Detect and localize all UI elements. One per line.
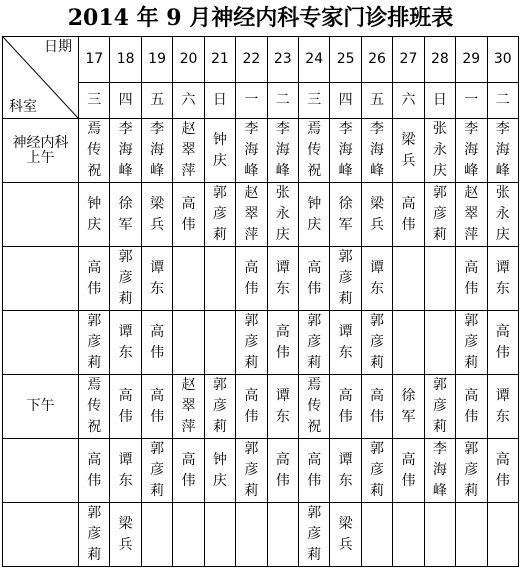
date-cell: 18 [110, 37, 141, 83]
doctor-name: 郭彦莉 [87, 505, 102, 563]
schedule-row [3, 439, 519, 503]
doctor-name: 李海峰 [370, 121, 385, 179]
doctor-name: 郭彦莉 [338, 249, 353, 307]
doctor-name: 赵翠萍 [181, 377, 196, 435]
doctor-cell [236, 119, 267, 183]
date-cell: 29 [456, 37, 487, 83]
weekday-header-row [3, 83, 519, 119]
row-label [3, 375, 79, 439]
doctor-cell [79, 183, 110, 247]
doctor-name: 郭彦莉 [370, 313, 385, 371]
dept-label: 科室 [9, 99, 37, 116]
doctor-cell [79, 375, 110, 439]
doctor-cell [487, 119, 518, 183]
doctor-cell [487, 439, 518, 503]
doctor-name: 郭彦莉 [370, 441, 385, 499]
date-cell: 20 [173, 37, 204, 83]
doctor-cell [330, 439, 361, 503]
doctor-name: 张永庆 [432, 121, 447, 179]
section-dept-label: 神经内科 [12, 134, 69, 151]
row-label [3, 503, 79, 567]
row-label [3, 439, 79, 503]
doctor-name: 李海峰 [432, 441, 447, 499]
schedule-row [3, 119, 519, 183]
doctor-cell [173, 311, 204, 375]
doctor-cell [79, 503, 110, 567]
doctor-cell [267, 375, 298, 439]
schedule-row [3, 183, 519, 247]
doctor-cell [298, 503, 329, 567]
doctor-name: 高伟 [87, 259, 102, 297]
doctor-cell [110, 375, 141, 439]
doctor-cell [424, 247, 455, 311]
weekday-cell: 四 [110, 83, 141, 119]
doctor-name: 李海峰 [338, 121, 353, 179]
date-cell: 21 [204, 37, 235, 83]
doctor-name: 郭彦莉 [464, 313, 479, 371]
weekday-cell: 六 [173, 83, 204, 119]
doctor-name: 张永庆 [495, 185, 510, 243]
doctor-name: 高伟 [244, 387, 259, 425]
doctor-name: 梁兵 [338, 515, 353, 553]
doctor-cell [456, 503, 487, 567]
doctor-cell [204, 375, 235, 439]
doctor-cell [330, 311, 361, 375]
doctor-name: 高伟 [495, 451, 510, 489]
doctor-cell [424, 119, 455, 183]
doctor-cell [79, 247, 110, 311]
doctor-name: 张永庆 [275, 185, 290, 243]
doctor-name: 焉传祝 [307, 121, 322, 179]
doctor-name: 徐军 [401, 387, 416, 425]
doctor-cell [141, 503, 172, 567]
doctor-name: 郭彦莉 [432, 185, 447, 243]
doctor-name: 郭彦莉 [118, 249, 133, 307]
date-cell: 25 [330, 37, 361, 83]
weekday-cell: 三 [298, 83, 329, 119]
doctor-cell [141, 119, 172, 183]
doctor-name: 高伟 [150, 387, 165, 425]
doctor-name: 郭彦莉 [307, 313, 322, 371]
doctor-name: 梁兵 [401, 131, 416, 169]
doctor-cell [361, 247, 392, 311]
doctor-name: 钟庆 [87, 195, 102, 233]
doctor-cell [236, 375, 267, 439]
doctor-cell [204, 183, 235, 247]
doctor-cell [361, 119, 392, 183]
doctor-cell [361, 375, 392, 439]
date-cell: 30 [487, 37, 518, 83]
doctor-name: 钟庆 [212, 131, 227, 169]
doctor-cell [361, 439, 392, 503]
doctor-cell [141, 183, 172, 247]
doctor-name: 赵翠萍 [181, 121, 196, 179]
row-label [3, 119, 79, 183]
doctor-cell [267, 439, 298, 503]
doctor-name: 李海峰 [464, 121, 479, 179]
doctor-cell [173, 375, 204, 439]
doctor-cell [330, 247, 361, 311]
doctor-cell [236, 247, 267, 311]
doctor-cell [393, 503, 424, 567]
doctor-name: 高伟 [87, 451, 102, 489]
doctor-name: 谭东 [338, 451, 353, 489]
doctor-name: 高伟 [401, 451, 416, 489]
doctor-cell [267, 311, 298, 375]
doctor-name: 焉传祝 [87, 377, 102, 435]
doctor-cell [393, 119, 424, 183]
doctor-name: 高伟 [338, 387, 353, 425]
doctor-cell [236, 439, 267, 503]
schedule-row [3, 375, 519, 439]
doctor-name: 高伟 [150, 323, 165, 361]
date-cell: 19 [141, 37, 172, 83]
weekday-cell: 三 [79, 83, 110, 119]
doctor-cell [204, 119, 235, 183]
doctor-cell [141, 247, 172, 311]
doctor-cell [110, 183, 141, 247]
doctor-name: 高伟 [244, 259, 259, 297]
doctor-cell [456, 247, 487, 311]
doctor-name: 谭东 [118, 451, 133, 489]
date-cell: 22 [236, 37, 267, 83]
doctor-name: 郭彦莉 [307, 505, 322, 563]
doctor-name: 高伟 [181, 451, 196, 489]
weekday-cell: 二 [487, 83, 518, 119]
doctor-cell [110, 503, 141, 567]
doctor-name: 郭彦莉 [432, 377, 447, 435]
doctor-name: 焉传祝 [87, 121, 102, 179]
doctor-name: 谭东 [150, 259, 165, 297]
doctor-name: 高伟 [181, 195, 196, 233]
doctor-cell [236, 183, 267, 247]
weekday-cell: 五 [141, 83, 172, 119]
doctor-cell [298, 183, 329, 247]
doctor-cell [393, 439, 424, 503]
doctor-name: 钟庆 [307, 195, 322, 233]
row-label [3, 183, 79, 247]
doctor-cell [487, 503, 518, 567]
doctor-cell [487, 183, 518, 247]
section-period-label: 上午 [26, 149, 55, 166]
doctor-name: 郭彦莉 [464, 441, 479, 499]
doctor-name: 谭东 [370, 259, 385, 297]
doctor-name: 梁兵 [118, 515, 133, 553]
doctor-cell [424, 183, 455, 247]
row-label [3, 247, 79, 311]
doctor-cell [173, 119, 204, 183]
doctor-name: 徐军 [338, 195, 353, 233]
doctor-name: 高伟 [275, 451, 290, 489]
doctor-name: 郭彦莉 [212, 185, 227, 243]
doctor-name: 赵翠萍 [244, 185, 259, 243]
date-cell: 26 [361, 37, 392, 83]
doctor-cell [361, 503, 392, 567]
doctor-cell [298, 247, 329, 311]
date-cell: 28 [424, 37, 455, 83]
doctor-name: 谭东 [275, 259, 290, 297]
doctor-name: 高伟 [495, 323, 510, 361]
doctor-cell [456, 439, 487, 503]
doctor-name: 李海峰 [495, 121, 510, 179]
weekday-cell: 五 [361, 83, 392, 119]
doctor-cell [424, 375, 455, 439]
doctor-cell [330, 503, 361, 567]
date-label: 日期 [44, 39, 73, 55]
doctor-cell [110, 311, 141, 375]
doctor-cell [456, 375, 487, 439]
section-period-label: 下午 [26, 398, 55, 415]
doctor-cell [456, 311, 487, 375]
doctor-cell [456, 119, 487, 183]
page-title: 2014 年 9 月神经内科专家门诊排班表 [67, 5, 454, 31]
doctor-name: 高伟 [464, 259, 479, 297]
row-label [3, 311, 79, 375]
doctor-cell [141, 375, 172, 439]
weekday-cell: 四 [330, 83, 361, 119]
doctor-cell [393, 311, 424, 375]
date-header-row [3, 37, 519, 83]
doctor-cell [393, 183, 424, 247]
doctor-cell [204, 247, 235, 311]
doctor-cell [393, 247, 424, 311]
doctor-cell [173, 247, 204, 311]
date-cell: 17 [79, 37, 110, 83]
schedule-row [3, 311, 519, 375]
doctor-cell [204, 503, 235, 567]
doctor-cell [110, 247, 141, 311]
doctor-cell [236, 311, 267, 375]
doctor-name: 李海峰 [150, 121, 165, 179]
doctor-name: 郭彦莉 [244, 313, 259, 371]
doctor-cell [298, 439, 329, 503]
doctor-name: 谭东 [275, 387, 290, 425]
doctor-name: 李海峰 [118, 121, 133, 179]
doctor-cell [141, 311, 172, 375]
doctor-cell [267, 503, 298, 567]
doctor-cell [487, 375, 518, 439]
doctor-name: 郭彦莉 [212, 377, 227, 435]
doctor-cell [330, 119, 361, 183]
doctor-cell [298, 119, 329, 183]
doctor-cell [393, 375, 424, 439]
doctor-name: 赵翠萍 [464, 185, 479, 243]
doctor-cell [79, 119, 110, 183]
doctor-cell [267, 247, 298, 311]
doctor-cell [79, 439, 110, 503]
doctor-name: 高伟 [118, 387, 133, 425]
doctor-name: 郭彦莉 [150, 441, 165, 499]
doctor-name: 李海峰 [244, 121, 259, 179]
doctor-name: 高伟 [275, 323, 290, 361]
doctor-name: 高伟 [307, 451, 322, 489]
doctor-name: 谭东 [495, 259, 510, 297]
weekday-cell: 日 [424, 83, 455, 119]
schedule-table [2, 36, 519, 567]
doctor-cell [456, 183, 487, 247]
doctor-cell [267, 183, 298, 247]
doctor-cell [361, 183, 392, 247]
doctor-cell [141, 439, 172, 503]
date-cell: 23 [267, 37, 298, 83]
doctor-cell [487, 247, 518, 311]
doctor-cell [298, 311, 329, 375]
doctor-cell [173, 183, 204, 247]
doctor-name: 谭东 [338, 323, 353, 361]
doctor-name: 郭彦莉 [87, 313, 102, 371]
doctor-cell [424, 439, 455, 503]
weekday-cell: 一 [456, 83, 487, 119]
doctor-cell [267, 119, 298, 183]
date-cell: 27 [393, 37, 424, 83]
weekday-cell: 六 [393, 83, 424, 119]
doctor-name: 谭东 [118, 323, 133, 361]
doctor-cell [204, 439, 235, 503]
doctor-name: 高伟 [370, 387, 385, 425]
doctor-cell [424, 311, 455, 375]
weekday-cell: 日 [204, 83, 235, 119]
doctor-cell [487, 311, 518, 375]
doctor-name: 梁兵 [370, 195, 385, 233]
schedule-row [3, 247, 519, 311]
doctor-cell [236, 503, 267, 567]
doctor-name: 焉传祝 [307, 377, 322, 435]
doctor-cell [110, 119, 141, 183]
doctor-cell [79, 311, 110, 375]
doctor-name: 李海峰 [275, 121, 290, 179]
schedule-row [3, 503, 519, 567]
weekday-cell: 二 [267, 83, 298, 119]
doctor-cell [361, 311, 392, 375]
doctor-name: 高伟 [307, 259, 322, 297]
doctor-name: 钟庆 [212, 451, 227, 489]
doctor-cell [298, 375, 329, 439]
doctor-name: 谭东 [495, 387, 510, 425]
doctor-name: 高伟 [401, 195, 416, 233]
doctor-cell [330, 375, 361, 439]
header-corner [3, 37, 79, 119]
date-cell: 24 [298, 37, 329, 83]
doctor-cell [173, 503, 204, 567]
doctor-cell [424, 503, 455, 567]
doctor-cell [110, 439, 141, 503]
doctor-name: 郭彦莉 [244, 441, 259, 499]
doctor-cell [204, 311, 235, 375]
doctor-cell [330, 183, 361, 247]
doctor-cell [173, 439, 204, 503]
weekday-cell: 一 [236, 83, 267, 119]
doctor-name: 梁兵 [150, 195, 165, 233]
doctor-name: 徐军 [118, 195, 133, 233]
doctor-name: 高伟 [464, 387, 479, 425]
